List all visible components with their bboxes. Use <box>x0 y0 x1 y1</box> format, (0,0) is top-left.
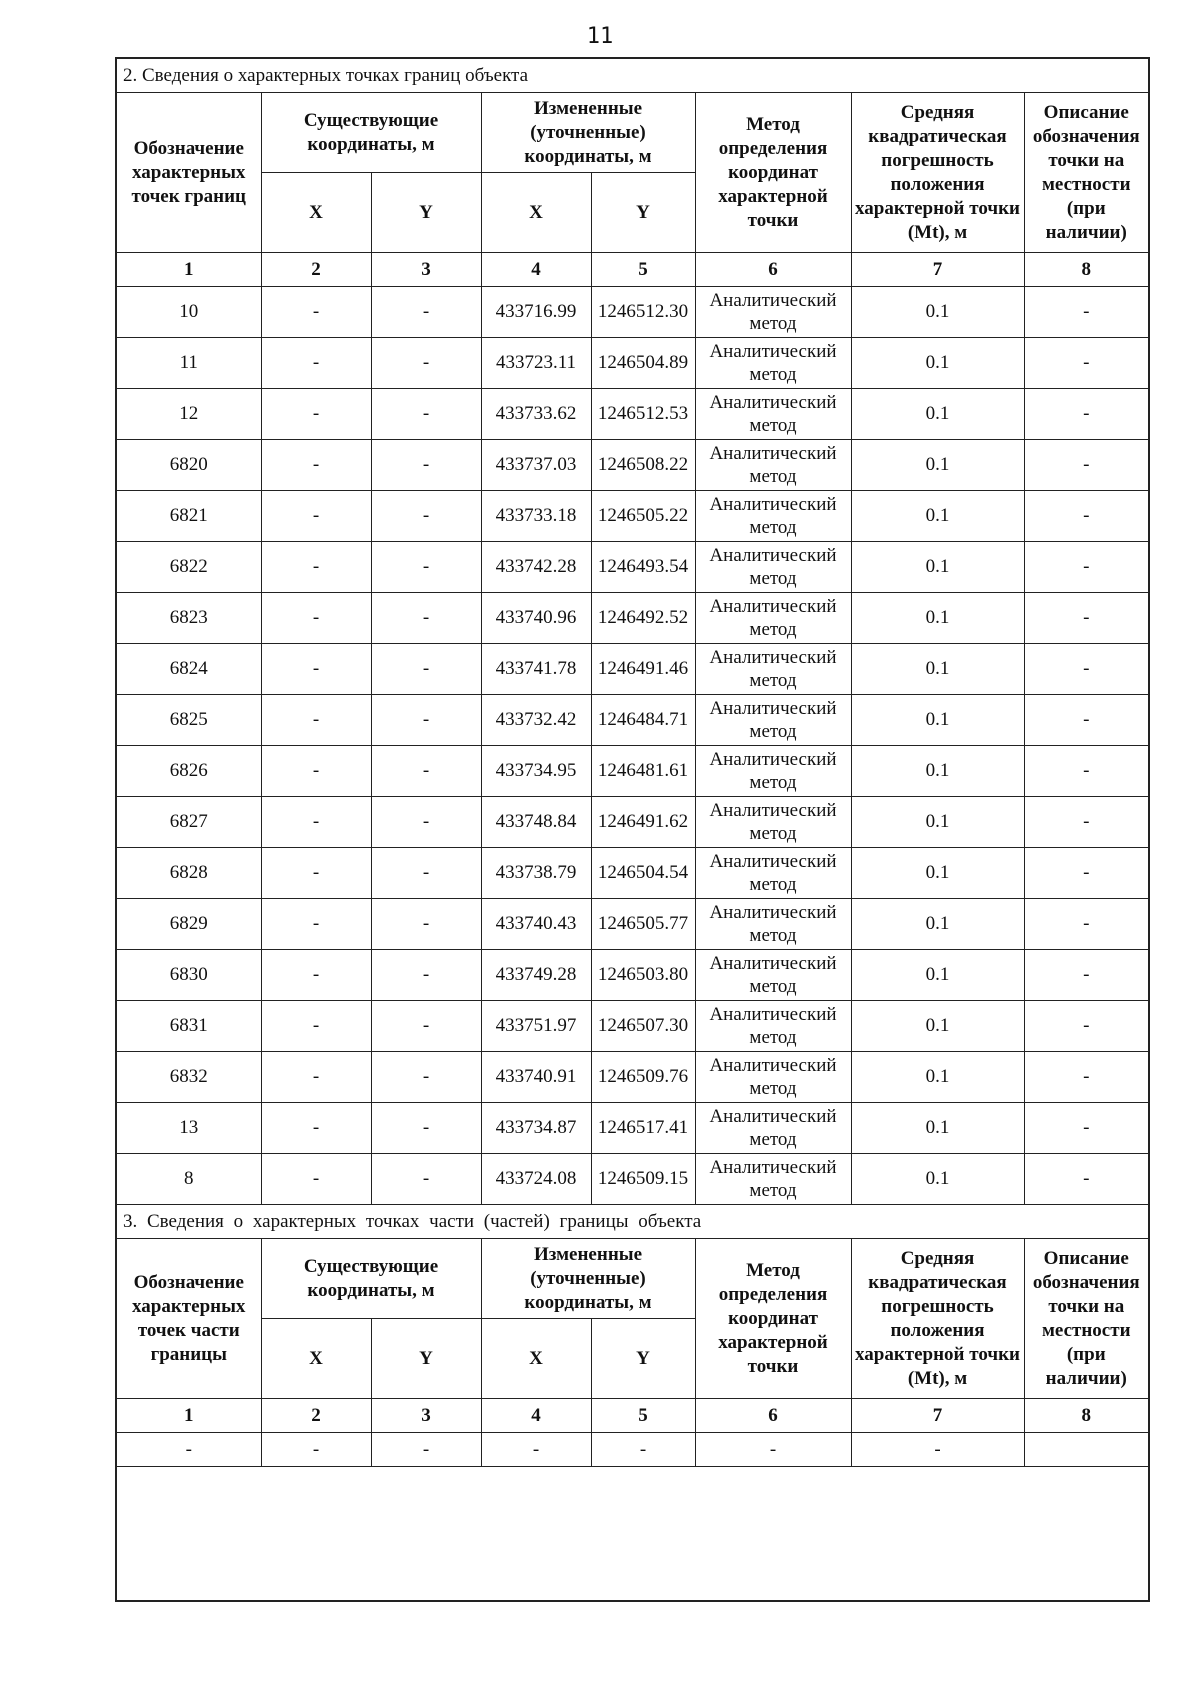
changed-x: 433740.43 <box>481 899 591 950</box>
existing-x: - <box>261 1154 371 1205</box>
point-designation: 11 <box>117 338 261 389</box>
header-y-axis: Y <box>371 173 481 253</box>
point-designation: 6824 <box>117 644 261 695</box>
method-value: Аналитический метод <box>695 440 851 491</box>
page-number: 11 <box>586 24 614 49</box>
existing-x: - <box>261 1001 371 1052</box>
table-row <box>117 797 1148 848</box>
existing-x: - <box>261 440 371 491</box>
method-value: Аналитический метод <box>695 695 851 746</box>
header-x-axis: X <box>261 173 371 253</box>
mt-value: - <box>851 1433 1024 1467</box>
point-designation: 6827 <box>117 797 261 848</box>
changed-x: 433740.91 <box>481 1052 591 1103</box>
existing-x: - <box>261 542 371 593</box>
changed-y: 1246505.77 <box>591 899 695 950</box>
changed-y: 1246512.30 <box>591 287 695 338</box>
changed-y: 1246492.52 <box>591 593 695 644</box>
mt-value: 0.1 <box>851 389 1024 440</box>
mt-value: 0.1 <box>851 695 1024 746</box>
column-number: 7 <box>851 253 1024 287</box>
existing-y: - <box>371 644 481 695</box>
method-value: Аналитический метод <box>695 593 851 644</box>
point-designation: - <box>117 1433 261 1467</box>
column-number: 8 <box>1024 253 1148 287</box>
mt-value: 0.1 <box>851 491 1024 542</box>
existing-y: - <box>371 797 481 848</box>
mt-value: 0.1 <box>851 1154 1024 1205</box>
existing-y: - <box>371 491 481 542</box>
description-value: - <box>1024 1103 1148 1154</box>
header-x-axis: X <box>481 173 591 253</box>
changed-x: 433734.87 <box>481 1103 591 1154</box>
method-value: - <box>695 1433 851 1467</box>
column-number: 2 <box>261 1399 371 1433</box>
existing-x: - <box>261 1052 371 1103</box>
table-row <box>117 695 1148 746</box>
table-row <box>117 1433 1148 1467</box>
table-row <box>117 746 1148 797</box>
column-number: 1 <box>117 253 261 287</box>
existing-y: - <box>371 848 481 899</box>
table-row <box>117 542 1148 593</box>
method-value: Аналитический метод <box>695 950 851 1001</box>
changed-y: 1246508.22 <box>591 440 695 491</box>
changed-x: 433724.08 <box>481 1154 591 1205</box>
changed-x: - <box>481 1433 591 1467</box>
mt-value: 0.1 <box>851 644 1024 695</box>
existing-x: - <box>261 491 371 542</box>
changed-x: 433733.62 <box>481 389 591 440</box>
column-number: 3 <box>371 253 481 287</box>
changed-y: 1246484.71 <box>591 695 695 746</box>
description-value: - <box>1024 695 1148 746</box>
point-designation: 13 <box>117 1103 261 1154</box>
existing-x: - <box>261 899 371 950</box>
existing-y: - <box>371 542 481 593</box>
existing-y: - <box>371 593 481 644</box>
existing-x: - <box>261 338 371 389</box>
table-row <box>117 440 1148 491</box>
existing-y: - <box>371 287 481 338</box>
changed-y: 1246491.62 <box>591 797 695 848</box>
point-designation: 6826 <box>117 746 261 797</box>
header-y-axis: Y <box>591 173 695 253</box>
changed-x: 433738.79 <box>481 848 591 899</box>
table-row <box>117 1154 1148 1205</box>
existing-x: - <box>261 1433 371 1467</box>
existing-x: - <box>261 644 371 695</box>
header-existing-coordinates: Существующие координаты, м <box>261 1239 481 1319</box>
changed-y: 1246507.30 <box>591 1001 695 1052</box>
existing-y: - <box>371 440 481 491</box>
mt-value: 0.1 <box>851 338 1024 389</box>
description-value: - <box>1024 848 1148 899</box>
method-value: Аналитический метод <box>695 287 851 338</box>
existing-x: - <box>261 1103 371 1154</box>
changed-x: 433741.78 <box>481 644 591 695</box>
existing-x: - <box>261 848 371 899</box>
description-value: - <box>1024 1154 1148 1205</box>
header-description: Описание обозначения точки на местности (при наличии) <box>1024 93 1148 253</box>
existing-y: - <box>371 950 481 1001</box>
mt-value: 0.1 <box>851 950 1024 1001</box>
changed-y: 1246503.80 <box>591 950 695 1001</box>
point-designation: 6820 <box>117 440 261 491</box>
method-value: Аналитический метод <box>695 338 851 389</box>
table-row <box>117 287 1148 338</box>
existing-x: - <box>261 746 371 797</box>
mt-value: 0.1 <box>851 1052 1024 1103</box>
point-designation: 6822 <box>117 542 261 593</box>
column-number: 7 <box>851 1399 1024 1433</box>
description-value: - <box>1024 440 1148 491</box>
point-designation: 6830 <box>117 950 261 1001</box>
table-row <box>117 1103 1148 1154</box>
column-number: 5 <box>591 1399 695 1433</box>
changed-y: 1246509.15 <box>591 1154 695 1205</box>
method-value: Аналитический метод <box>695 1103 851 1154</box>
changed-x: 433733.18 <box>481 491 591 542</box>
changed-y: 1246481.61 <box>591 746 695 797</box>
header-method: Метод определения координат характерной точки <box>695 93 851 253</box>
description-value: - <box>1024 1052 1148 1103</box>
point-designation: 6828 <box>117 848 261 899</box>
header-error: Средняя квадратическая погрешность положения характерной точки (Mt), м <box>851 1239 1024 1399</box>
table-row <box>117 593 1148 644</box>
point-designation: 6825 <box>117 695 261 746</box>
point-designation: 6831 <box>117 1001 261 1052</box>
table-row <box>117 899 1148 950</box>
table-row <box>117 491 1148 542</box>
changed-x: 433732.42 <box>481 695 591 746</box>
header-x-axis: X <box>481 1319 591 1399</box>
changed-x: 433742.28 <box>481 542 591 593</box>
changed-x: 433748.84 <box>481 797 591 848</box>
mt-value: 0.1 <box>851 440 1024 491</box>
column-number: 1 <box>117 1399 261 1433</box>
method-value: Аналитический метод <box>695 491 851 542</box>
blank-area <box>117 1467 1148 1598</box>
header-existing-coordinates: Существующие координаты, м <box>261 93 481 173</box>
changed-x: 433751.97 <box>481 1001 591 1052</box>
method-value: Аналитический метод <box>695 797 851 848</box>
method-value: Аналитический метод <box>695 1154 851 1205</box>
description-value <box>1024 1433 1148 1467</box>
point-designation: 8 <box>117 1154 261 1205</box>
existing-x: - <box>261 950 371 1001</box>
description-value: - <box>1024 746 1148 797</box>
mt-value: 0.1 <box>851 848 1024 899</box>
changed-x: 433734.95 <box>481 746 591 797</box>
existing-y: - <box>371 1001 481 1052</box>
header-error: Средняя квадратическая погрешность положения характерной точки (Mt), м <box>851 93 1024 253</box>
changed-y: 1246504.54 <box>591 848 695 899</box>
changed-y: 1246491.46 <box>591 644 695 695</box>
mt-value: 0.1 <box>851 797 1024 848</box>
point-designation: 6832 <box>117 1052 261 1103</box>
header-description: Описание обозначения точки на местности (при наличии) <box>1024 1239 1148 1399</box>
changed-y: 1246504.89 <box>591 338 695 389</box>
mt-value: 0.1 <box>851 287 1024 338</box>
description-value: - <box>1024 542 1148 593</box>
mt-value: 0.1 <box>851 1103 1024 1154</box>
point-designation: 6821 <box>117 491 261 542</box>
changed-y: 1246505.22 <box>591 491 695 542</box>
table-row <box>117 1001 1148 1052</box>
existing-x: - <box>261 287 371 338</box>
description-value: - <box>1024 389 1148 440</box>
table-row <box>117 389 1148 440</box>
header-y-axis: Y <box>371 1319 481 1399</box>
existing-y: - <box>371 389 481 440</box>
column-number: 5 <box>591 253 695 287</box>
header-method: Метод определения координат характерной точки <box>695 1239 851 1399</box>
column-number: 6 <box>695 1399 851 1433</box>
description-value: - <box>1024 644 1148 695</box>
method-value: Аналитический метод <box>695 542 851 593</box>
description-value: - <box>1024 593 1148 644</box>
changed-y: 1246493.54 <box>591 542 695 593</box>
cadastral-sheet <box>115 57 1150 1602</box>
point-designation: 10 <box>117 287 261 338</box>
point-designation: 12 <box>117 389 261 440</box>
table-row <box>117 1052 1148 1103</box>
description-value: - <box>1024 491 1148 542</box>
mt-value: 0.1 <box>851 746 1024 797</box>
existing-y: - <box>371 1433 481 1467</box>
existing-x: - <box>261 389 371 440</box>
column-number: 4 <box>481 1399 591 1433</box>
table-row <box>117 644 1148 695</box>
header-designation: Обозначение характерных точек части границы <box>117 1239 261 1399</box>
description-value: - <box>1024 1001 1148 1052</box>
existing-x: - <box>261 593 371 644</box>
column-number: 4 <box>481 253 591 287</box>
changed-x: 433749.28 <box>481 950 591 1001</box>
method-value: Аналитический метод <box>695 746 851 797</box>
description-value: - <box>1024 950 1148 1001</box>
column-number: 2 <box>261 253 371 287</box>
mt-value: 0.1 <box>851 1001 1024 1052</box>
changed-x: 433716.99 <box>481 287 591 338</box>
description-value: - <box>1024 287 1148 338</box>
table-row <box>117 338 1148 389</box>
description-value: - <box>1024 797 1148 848</box>
existing-y: - <box>371 1154 481 1205</box>
description-value: - <box>1024 338 1148 389</box>
points-table <box>117 59 1148 1597</box>
existing-y: - <box>371 338 481 389</box>
changed-x: 433723.11 <box>481 338 591 389</box>
existing-x: - <box>261 695 371 746</box>
changed-y: - <box>591 1433 695 1467</box>
existing-x: - <box>261 797 371 848</box>
section-title: 3. Сведения о характерных точках части (частей) границы объекта <box>117 1205 1148 1239</box>
header-designation: Обозначение характерных точек границ <box>117 93 261 253</box>
method-value: Аналитический метод <box>695 1001 851 1052</box>
existing-y: - <box>371 746 481 797</box>
existing-y: - <box>371 1052 481 1103</box>
method-value: Аналитический метод <box>695 1052 851 1103</box>
header-y-axis: Y <box>591 1319 695 1399</box>
method-value: Аналитический метод <box>695 389 851 440</box>
mt-value: 0.1 <box>851 542 1024 593</box>
column-number: 3 <box>371 1399 481 1433</box>
existing-y: - <box>371 1103 481 1154</box>
changed-y: 1246509.76 <box>591 1052 695 1103</box>
method-value: Аналитический метод <box>695 644 851 695</box>
mt-value: 0.1 <box>851 899 1024 950</box>
point-designation: 6823 <box>117 593 261 644</box>
table-row <box>117 848 1148 899</box>
column-number: 6 <box>695 253 851 287</box>
changed-y: 1246517.41 <box>591 1103 695 1154</box>
header-changed-coordinates: Измененные (уточненные) координаты, м <box>481 1239 695 1319</box>
table-row <box>117 950 1148 1001</box>
existing-y: - <box>371 899 481 950</box>
header-x-axis: X <box>261 1319 371 1399</box>
changed-x: 433737.03 <box>481 440 591 491</box>
method-value: Аналитический метод <box>695 848 851 899</box>
column-number: 8 <box>1024 1399 1148 1433</box>
changed-x: 433740.96 <box>481 593 591 644</box>
description-value: - <box>1024 899 1148 950</box>
point-designation: 6829 <box>117 899 261 950</box>
mt-value: 0.1 <box>851 593 1024 644</box>
changed-y: 1246512.53 <box>591 389 695 440</box>
method-value: Аналитический метод <box>695 899 851 950</box>
existing-y: - <box>371 695 481 746</box>
header-changed-coordinates: Измененные (уточненные) координаты, м <box>481 93 695 173</box>
section-title: 2. Сведения о характерных точках границ объекта <box>117 59 1148 93</box>
